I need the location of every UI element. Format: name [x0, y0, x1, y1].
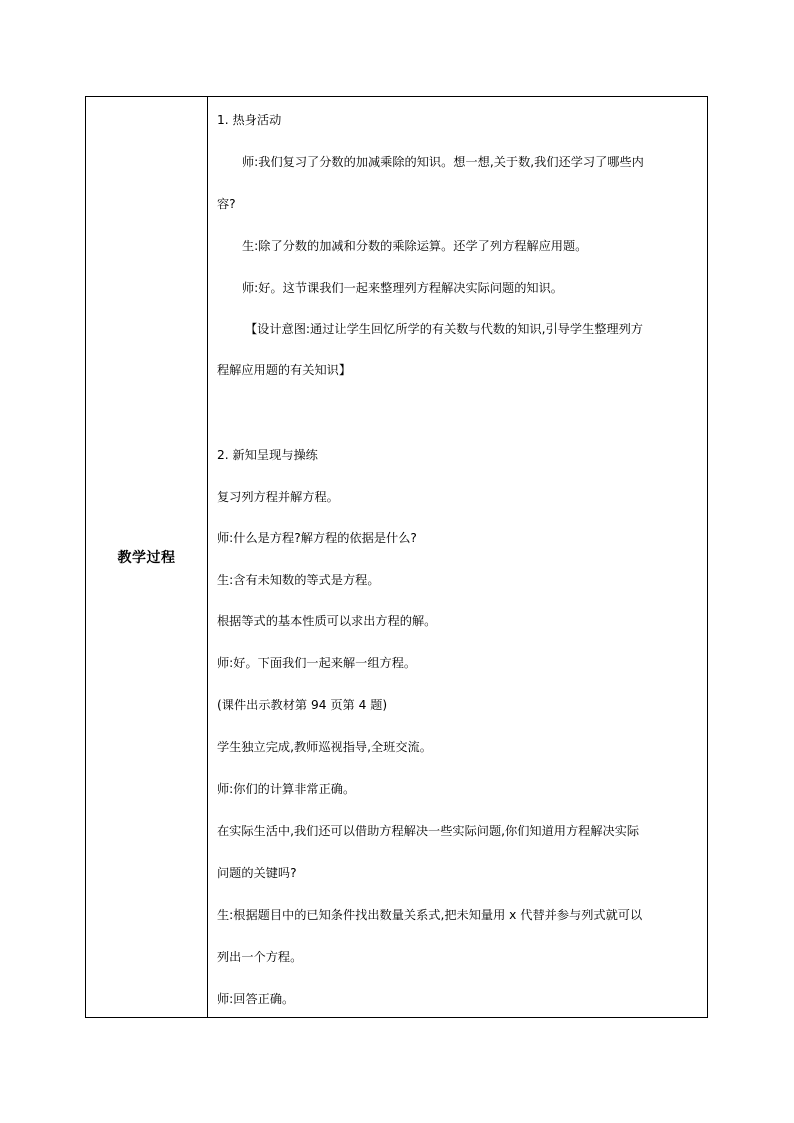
paragraph-line: 生:含有未知数的等式是方程。 [217, 573, 380, 587]
lesson-table [85, 96, 708, 1018]
paragraph-line: 生:除了分数的加减和分数的乘除运算。还学了列方程解应用题。 [242, 239, 588, 253]
paragraph-line: 复习列方程并解方程。 [217, 490, 339, 504]
row-label: 教学过程 [117, 550, 176, 566]
paragraph-line: 在实际生活中,我们还可以借助方程解决一些实际问题,你们知道用方程解决实际 [217, 824, 640, 838]
row-label-cell [86, 97, 208, 1017]
paragraph-line: 容? [217, 197, 236, 211]
paragraph-line: 师:好。下面我们一起来解一组方程。 [217, 656, 417, 670]
paragraph-line: (课件出示教材第 94 页第 4 题) [217, 698, 388, 712]
paragraph-line: 师:什么是方程?解方程的依据是什么? [217, 531, 417, 545]
paragraph-line: 师:你们的计算非常正确。 [217, 782, 356, 796]
paragraph-line: 师:好。这节课我们一起来整理列方程解决实际问题的知识。 [242, 281, 563, 295]
paragraph-line: 师:回答正确。 [217, 992, 295, 1006]
paragraph-line: 问题的关键吗? [217, 866, 297, 880]
paragraph-line: 列出一个方程。 [217, 950, 303, 964]
design-intent-line: 程解应用题的有关知识】 [217, 363, 352, 377]
paragraph-line: 师:我们复习了分数的加减乘除的知识。想一想,关于数,我们还学习了哪些内 [242, 155, 644, 169]
paragraph-line: 学生独立完成,教师巡视指导,全班交流。 [217, 740, 432, 754]
content-cell [208, 97, 707, 1017]
section2-heading: 2. 新知呈现与操练 [217, 448, 318, 462]
design-intent-line: 【设计意图:通过让学生回忆所学的有关数与代数的知识,引导学生整理列方 [245, 322, 643, 336]
section1-heading: 1. 热身活动 [217, 113, 282, 127]
paragraph-line: 生:根据题目中的已知条件找出数量关系式,把未知量用 x 代替并参与列式就可以 [217, 908, 643, 922]
paragraph-line: 根据等式的基本性质可以求出方程的解。 [217, 614, 437, 628]
